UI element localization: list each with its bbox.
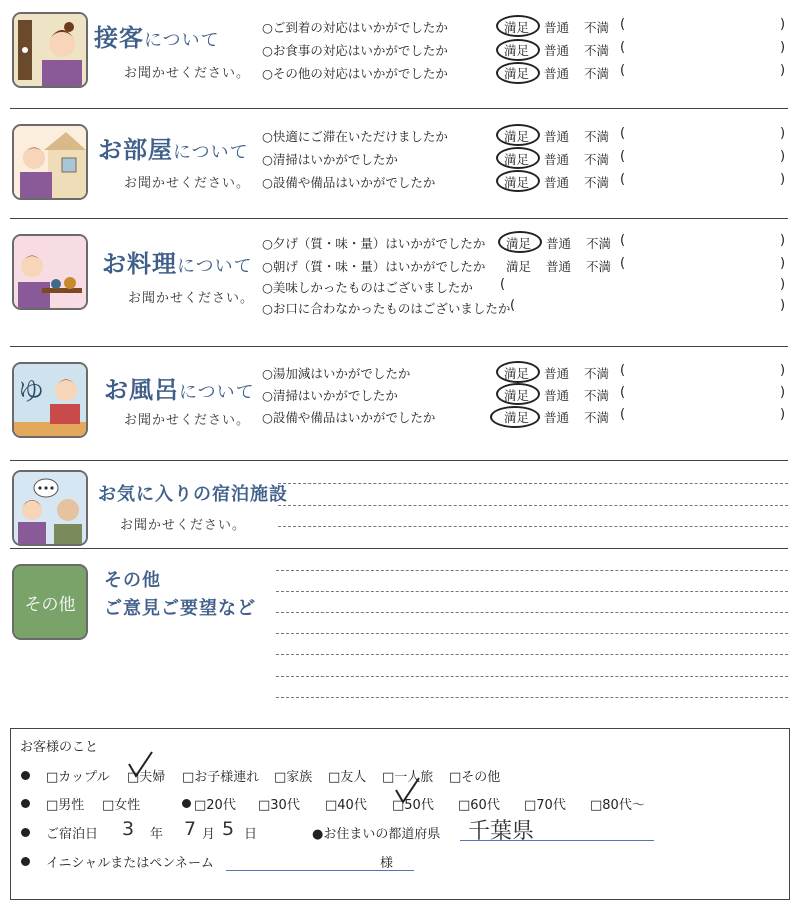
paren-open: ( [620, 172, 626, 187]
option-good[interactable]: 満足 [504, 366, 530, 381]
section-subtitle: お聞かせください。 [120, 518, 247, 533]
option-bad[interactable]: 不満 [584, 366, 610, 381]
option-bad[interactable]: 不満 [584, 66, 610, 81]
paren-open: ( [620, 385, 626, 400]
answer-line[interactable] [278, 505, 788, 506]
answer-line[interactable] [276, 676, 788, 677]
paren-close: ) [780, 40, 786, 55]
group-option-solo[interactable]: □一人旅 [382, 770, 434, 785]
option-good[interactable]: 満足 [504, 175, 530, 190]
section-subtitle: お聞かせください。 [128, 291, 255, 306]
bullet [182, 799, 191, 808]
bullet [21, 828, 30, 837]
section-subtitle: お聞かせください。 [124, 66, 251, 81]
section-divider [10, 218, 788, 219]
question: ○夕げ（質・味・量）はいかがでしたか [262, 236, 486, 251]
question: ○朝げ（質・味・量）はいかがでしたか [262, 259, 486, 274]
bath-icon [12, 362, 88, 438]
stay-year-value[interactable]: 3 [122, 818, 135, 840]
answer-line[interactable] [276, 654, 788, 655]
paren-open: ( [620, 363, 626, 378]
stay-day-value[interactable]: 5 [222, 818, 235, 840]
age-option-60s[interactable]: □60代 [458, 798, 500, 813]
age-option-40s[interactable]: □40代 [325, 798, 367, 813]
option-normal[interactable]: 普通 [544, 43, 570, 58]
option-normal[interactable]: 普通 [544, 175, 570, 190]
paren-close: ) [780, 407, 786, 422]
section-divider [10, 460, 788, 461]
option-normal[interactable]: 普通 [544, 20, 570, 35]
section-divider [10, 548, 788, 549]
selection-circle [498, 231, 542, 253]
section-title-room: お部屋について [98, 135, 249, 164]
reception-icon [12, 12, 88, 88]
section-divider [10, 346, 788, 347]
group-option-friends[interactable]: □友人 [328, 770, 367, 785]
answer-line[interactable] [276, 612, 788, 613]
paren-close: ) [780, 233, 786, 248]
option-bad[interactable]: 不満 [584, 129, 610, 144]
option-normal[interactable]: 普通 [544, 152, 570, 167]
paren-open: ( [620, 126, 626, 141]
answer-line[interactable] [278, 526, 788, 527]
stay-month-value[interactable]: 7 [184, 818, 197, 840]
question: ○設備や備品はいかがでしたか [262, 175, 436, 190]
selection-circle [496, 124, 540, 146]
option-bad[interactable]: 不満 [586, 259, 612, 274]
question: ○清掃はいかがでしたか [262, 152, 398, 167]
option-normal[interactable]: 普通 [544, 66, 570, 81]
option-bad[interactable]: 不満 [584, 410, 610, 425]
question: ○ご到着の対応はいかがでしたか [262, 20, 448, 35]
section-title-reception: 接客について [94, 23, 220, 52]
answer-line[interactable] [276, 697, 788, 698]
group-option-with-children[interactable]: □お子様連れ [182, 770, 260, 785]
prefecture-value[interactable]: 千葉県 [468, 819, 535, 844]
selection-circle [496, 15, 540, 37]
paren-close: ) [780, 17, 786, 32]
option-bad[interactable]: 不満 [584, 43, 610, 58]
selection-circle [496, 170, 540, 192]
prefecture-label: ●お住まいの都道府県 [312, 827, 441, 842]
selection-circle [490, 406, 540, 428]
paren-open: ( [620, 149, 626, 164]
group-option-other[interactable]: □その他 [449, 770, 501, 785]
age-option-80s[interactable]: □80代～ [590, 798, 645, 813]
paren-close: ) [780, 298, 786, 313]
group-option-married[interactable]: □夫婦 [127, 770, 166, 785]
selection-circle [496, 62, 540, 84]
paren-close: ) [780, 63, 786, 78]
age-option-30s[interactable]: □30代 [258, 798, 300, 813]
paren-close: ) [780, 126, 786, 141]
paren-close: ) [780, 172, 786, 187]
option-bad[interactable]: 不満 [584, 152, 610, 167]
paren-open: ( [620, 233, 626, 248]
option-bad[interactable]: 不満 [584, 175, 610, 190]
room-icon [12, 124, 88, 200]
prefecture-underline [460, 840, 654, 841]
question: ○お口に合わなかったものはございましたか [262, 301, 511, 316]
age-option-50s[interactable]: □50代 [392, 798, 434, 813]
option-good[interactable]: 満足 [504, 129, 530, 144]
selection-circle [496, 383, 540, 405]
paren-close: ) [780, 385, 786, 400]
option-good[interactable]: 満足 [504, 43, 530, 58]
paren-open: ( [510, 298, 516, 313]
section-divider [10, 108, 788, 109]
option-normal[interactable]: 普通 [544, 388, 570, 403]
selection-circle [496, 147, 540, 169]
question: ○設備や備品はいかがでしたか [262, 410, 436, 425]
section-title-favorite: お気に入りの宿泊施設 [98, 484, 288, 505]
answer-line[interactable] [276, 633, 788, 634]
option-good[interactable]: 満足 [504, 20, 530, 35]
question: ○その他の対応はいかがでしたか [262, 66, 448, 81]
answer-line[interactable] [276, 570, 788, 571]
paren-open: ( [620, 63, 626, 78]
paren-open: ( [620, 17, 626, 32]
age-option-20s[interactable]: □20代 [194, 798, 236, 813]
initial-suffix: 様 [380, 856, 394, 871]
initial-label: イニシャルまたはペンネーム [46, 856, 214, 871]
option-normal[interactable]: 普通 [544, 366, 570, 381]
section-title-other: その他 [104, 570, 161, 591]
section-title-bath: お風呂について [104, 375, 255, 404]
section-title-cuisine: お料理について [102, 249, 253, 278]
option-good[interactable]: 満足 [504, 388, 530, 403]
selection-circle [496, 39, 540, 61]
other-icon [12, 564, 88, 640]
answer-line[interactable] [278, 483, 788, 484]
option-good[interactable]: 満足 [504, 410, 530, 425]
option-normal[interactable]: 普通 [546, 236, 572, 251]
paren-open: ( [620, 256, 626, 271]
paren-close: ) [780, 363, 786, 378]
checkmark-icon [393, 776, 423, 806]
paren-close: ) [780, 256, 786, 271]
checkmark-icon [126, 750, 156, 780]
option-bad[interactable]: 不満 [584, 20, 610, 35]
question: ○美味しかったものはございましたか [262, 280, 473, 295]
question: ○清掃はいかがでしたか [262, 388, 398, 403]
option-normal[interactable]: 普通 [544, 410, 570, 425]
stay-date-label: ご宿泊日 [46, 827, 99, 842]
paren-open: ( [620, 40, 626, 55]
age-option-70s[interactable]: □70代 [524, 798, 566, 813]
question: ○快適にご滞在いただけましたか [262, 129, 448, 144]
paren-open: ( [620, 407, 626, 422]
month-unit: 月 [202, 827, 216, 842]
customer-heading: お客様のこと [20, 740, 99, 755]
selection-circle [496, 361, 540, 383]
option-good[interactable]: 満足 [504, 66, 530, 81]
year-unit: 年 [150, 827, 164, 842]
option-good[interactable]: 満足 [506, 236, 532, 251]
answer-line[interactable] [276, 591, 788, 592]
paren-open: ( [500, 277, 506, 292]
option-normal[interactable]: 普通 [544, 129, 570, 144]
day-unit: 日 [244, 827, 258, 842]
paren-close: ) [780, 149, 786, 164]
option-good[interactable]: 満足 [506, 259, 532, 274]
bullet [21, 771, 30, 780]
svg-text:その他: その他 [24, 595, 76, 615]
option-bad[interactable]: 不満 [586, 236, 612, 251]
group-option-family[interactable]: □家族 [274, 770, 313, 785]
question: ○お食事の対応はいかがでしたか [262, 43, 448, 58]
option-good[interactable]: 満足 [504, 152, 530, 167]
paren-close: ) [780, 277, 786, 292]
section-subtitle: お聞かせください。 [124, 413, 251, 428]
bullet [21, 857, 30, 866]
gender-option-female[interactable]: □女性 [102, 798, 141, 813]
group-option-couple[interactable]: □カップル [46, 770, 110, 785]
section-subtitle: お聞かせください。 [124, 176, 251, 191]
option-bad[interactable]: 不満 [584, 388, 610, 403]
gender-option-male[interactable]: □男性 [46, 798, 85, 813]
question: ○湯加減はいかがでしたか [262, 366, 411, 381]
bullet [21, 799, 30, 808]
svg-text:ゆ: ゆ [18, 377, 45, 407]
favorite-lodging-icon [12, 470, 88, 546]
option-normal[interactable]: 普通 [546, 259, 572, 274]
cuisine-icon [12, 234, 88, 310]
section-title-other-line2: ご意見ご要望など [104, 598, 256, 619]
